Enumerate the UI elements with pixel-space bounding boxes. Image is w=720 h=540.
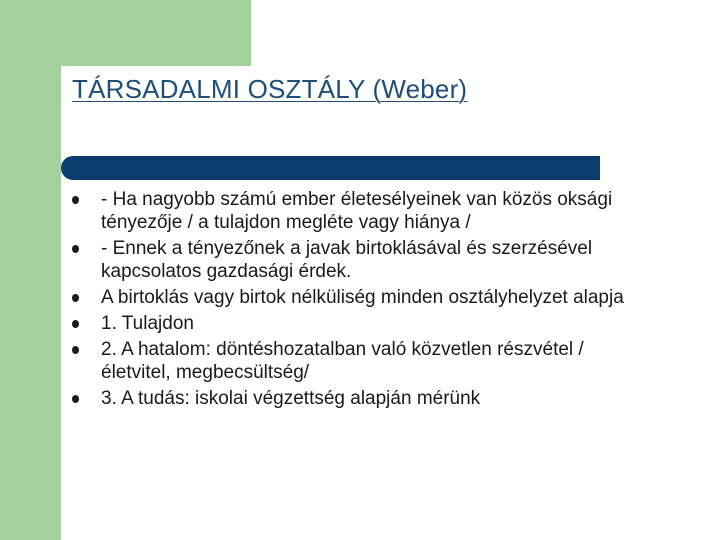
bullet-dot-icon — [72, 346, 79, 354]
left-green-band — [0, 0, 61, 540]
bullet-text: 3. A tudás: iskolai végzettség alapján mérünk — [101, 388, 481, 409]
bullet-item-3 — [72, 286, 632, 309]
bullet-text: - Ennek a tényezőnek a javak birtoklásával és szerzésével kapcsolatos gazdasági érdek. — [101, 238, 593, 282]
bullet-text: A birtoklás vagy birtok nélküliség minden osztályhelyzet alapja — [101, 287, 624, 308]
bullet-item-5 — [72, 338, 632, 384]
bullet-dot-icon — [72, 245, 79, 253]
bullet-text: 2. A hatalom: döntéshozatalban való közvetlen részvétel /életvitel, megbecsültség/ — [101, 339, 584, 383]
bullet-list — [72, 188, 632, 413]
bullet-item-1 — [72, 188, 632, 234]
bullet-dot-icon — [72, 395, 79, 403]
slide-title: TÁRSADALMI OSZTÁLY (Weber) — [72, 74, 468, 104]
title-divider-bar — [61, 156, 600, 180]
bullet-dot-icon — [72, 294, 79, 302]
bullet-dot-icon — [72, 320, 79, 328]
bullet-text: - Ha nagyobb számú ember életesélyeinek van közös oksági tényezője / a tulajdon megléte vagy hiánya / — [101, 189, 613, 233]
bullet-item-2 — [72, 237, 632, 283]
top-green-block — [0, 0, 251, 66]
bullet-item-6 — [72, 387, 632, 410]
bullet-text: 1. Tulajdon — [101, 313, 194, 334]
bullet-dot-icon — [72, 196, 79, 204]
bullet-item-4 — [72, 312, 632, 335]
